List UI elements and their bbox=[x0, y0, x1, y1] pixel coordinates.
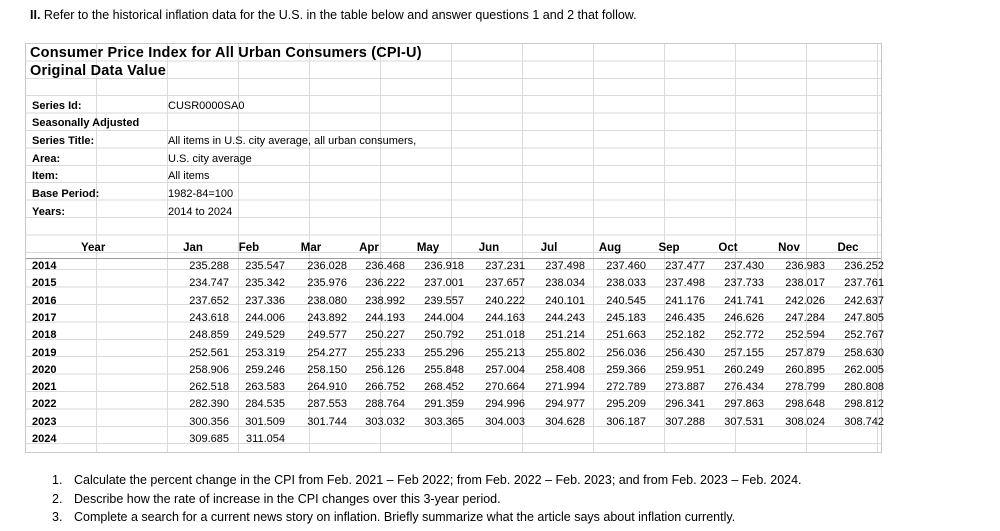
cpi-value-cell: 284.535 bbox=[245, 398, 285, 411]
year-cell: 2023 bbox=[32, 415, 57, 428]
cpi-value-cell: 296.341 bbox=[665, 398, 705, 411]
cpi-value-cell: 244.006 bbox=[245, 311, 285, 324]
cpi-value-cell: 307.288 bbox=[665, 415, 705, 428]
question-item: 1. Calculate the percent change in the CPI from Feb. 2021 – Feb 2022; from Feb. 2022 – Feb. 2023; and from Feb. 2023 – Feb. 2024. bbox=[52, 473, 802, 487]
cpi-value-cell: 237.001 bbox=[424, 277, 464, 290]
cpi-value-cell: 301.744 bbox=[307, 415, 347, 428]
cpi-value-cell: 308.742 bbox=[844, 415, 884, 428]
header-divider bbox=[26, 258, 881, 259]
cpi-value-cell: 247.805 bbox=[844, 311, 884, 324]
cpi-value-cell: 235.342 bbox=[245, 277, 285, 290]
cpi-value-cell: 282.390 bbox=[189, 398, 229, 411]
cpi-value-cell: 236.983 bbox=[785, 260, 825, 272]
cpi-value-cell: 308.024 bbox=[785, 415, 825, 428]
cpi-value-cell: 252.594 bbox=[785, 329, 825, 342]
cpi-value-cell: 257.155 bbox=[724, 346, 764, 359]
month-column-header: Dec bbox=[837, 242, 859, 254]
year-cell: 2022 bbox=[32, 398, 57, 411]
cpi-value-cell: 306.187 bbox=[606, 415, 646, 428]
year-cell: 2021 bbox=[32, 381, 57, 394]
cpi-value-cell: 257.879 bbox=[785, 346, 825, 359]
year-column-header: Year bbox=[81, 242, 106, 254]
cpi-value-cell: 240.101 bbox=[545, 294, 585, 307]
cpi-value-cell: 244.243 bbox=[545, 311, 585, 324]
cpi-value-cell: 273.887 bbox=[665, 381, 705, 394]
year-cell: 2020 bbox=[32, 363, 57, 376]
cpi-value-cell: 258.630 bbox=[844, 346, 884, 359]
month-column-header: Apr bbox=[359, 242, 379, 254]
cpi-value-cell: 246.626 bbox=[724, 311, 764, 324]
cpi-value-cell: 242.637 bbox=[844, 294, 884, 307]
cpi-value-cell: 235.976 bbox=[307, 277, 347, 290]
cpi-value-cell: 288.764 bbox=[365, 398, 405, 411]
cpi-value-cell: 237.498 bbox=[665, 277, 705, 290]
section-number: II. bbox=[30, 8, 41, 22]
cpi-value-cell: 259.246 bbox=[245, 363, 285, 376]
month-column-header: Jan bbox=[183, 242, 203, 254]
cpi-value-cell: 287.553 bbox=[307, 398, 347, 411]
cpi-value-cell: 243.892 bbox=[307, 311, 347, 324]
cpi-value-cell: 251.663 bbox=[606, 329, 646, 342]
cpi-value-cell: 256.126 bbox=[365, 363, 405, 376]
metadata-value: U.S. city average bbox=[168, 153, 252, 165]
cpi-value-cell: 237.336 bbox=[245, 294, 285, 307]
cpi-value-cell: 237.652 bbox=[189, 294, 229, 307]
instructions-text: Refer to the historical inflation data for the U.S. in the table below and answer questions 1 and 2 that follow. bbox=[40, 8, 637, 22]
cpi-value-cell: 278.799 bbox=[785, 381, 825, 394]
cpi-value-cell: 304.003 bbox=[485, 415, 525, 428]
cpi-value-cell: 237.430 bbox=[724, 260, 764, 272]
cpi-value-cell: 249.577 bbox=[307, 329, 347, 342]
cpi-value-cell: 252.561 bbox=[189, 346, 229, 359]
cpi-value-cell: 255.213 bbox=[485, 346, 525, 359]
cpi-value-cell: 271.994 bbox=[545, 381, 585, 394]
cpi-value-cell: 309.685 bbox=[189, 433, 229, 445]
cpi-value-cell: 234.747 bbox=[189, 277, 229, 290]
cpi-value-cell: 255.848 bbox=[424, 363, 464, 376]
question-item: 3. Complete a search for a current news story on inflation. Briefly summarize what the article says about inflation currently. bbox=[52, 510, 736, 524]
cpi-value-cell: 255.296 bbox=[424, 346, 464, 359]
cpi-value-cell: 295.209 bbox=[606, 398, 646, 411]
cpi-value-cell: 252.772 bbox=[724, 329, 764, 342]
cpi-value-cell: 237.761 bbox=[844, 277, 884, 290]
cpi-value-cell: 301.509 bbox=[245, 415, 285, 428]
cpi-value-cell: 237.498 bbox=[545, 260, 585, 272]
question-list bbox=[52, 473, 802, 529]
month-column-header: Mar bbox=[300, 242, 322, 254]
cpi-value-cell: 250.227 bbox=[365, 329, 405, 342]
cpi-value-cell: 251.018 bbox=[485, 329, 525, 342]
cpi-value-cell: 258.408 bbox=[545, 363, 585, 376]
cpi-value-cell: 259.951 bbox=[665, 363, 705, 376]
cpi-value-cell: 252.182 bbox=[665, 329, 705, 342]
cpi-value-cell: 300.356 bbox=[189, 415, 229, 428]
metadata-label: Series Title: bbox=[32, 135, 95, 147]
cpi-value-cell: 238.992 bbox=[365, 294, 405, 307]
metadata-label: Seasonally Adjusted bbox=[32, 117, 140, 129]
cpi-spreadsheet bbox=[25, 43, 882, 453]
cpi-value-cell: 253.319 bbox=[245, 346, 285, 359]
cpi-value-cell: 237.733 bbox=[724, 277, 764, 290]
cpi-value-cell: 276.434 bbox=[724, 381, 764, 394]
cpi-value-cell: 237.657 bbox=[485, 277, 525, 290]
cpi-value-cell: 259.366 bbox=[606, 363, 646, 376]
cpi-value-cell: 297.863 bbox=[724, 398, 764, 411]
cpi-value-cell: 260.249 bbox=[724, 363, 764, 376]
year-cell: 2019 bbox=[32, 346, 57, 359]
month-column-header: Jun bbox=[478, 242, 500, 254]
cpi-value-cell: 240.222 bbox=[485, 294, 525, 307]
cpi-value-cell: 235.547 bbox=[245, 260, 285, 272]
cpi-value-cell: 244.193 bbox=[365, 311, 405, 324]
cpi-value-cell: 243.618 bbox=[189, 311, 229, 324]
cpi-value-cell: 298.648 bbox=[785, 398, 825, 411]
question-item: 2. Describe how the rate of increase in the CPI changes over this 3-year period. bbox=[52, 491, 501, 506]
cpi-value-cell: 236.222 bbox=[365, 277, 405, 290]
month-column-header: Feb bbox=[238, 242, 260, 254]
cpi-value-cell: 246.435 bbox=[665, 311, 705, 324]
table-title: Consumer Price Index for All Urban Consumers (CPI-U) bbox=[30, 45, 422, 61]
metadata-label: Series Id: bbox=[32, 100, 82, 112]
cpi-value-cell: 248.859 bbox=[189, 329, 229, 342]
metadata-value: 1982-84=100 bbox=[168, 188, 234, 200]
cpi-value-cell: 262.005 bbox=[844, 363, 884, 376]
cpi-value-cell: 260.895 bbox=[785, 363, 825, 376]
metadata-label: Area: bbox=[32, 153, 61, 165]
year-cell: 2017 bbox=[32, 311, 57, 324]
cpi-value-cell: 242.026 bbox=[785, 294, 825, 307]
table-subtitle: Original Data Value bbox=[30, 63, 166, 79]
year-cell: 2024 bbox=[32, 433, 57, 445]
metadata-label: Years: bbox=[32, 206, 66, 218]
cpi-value-cell: 256.036 bbox=[606, 346, 646, 359]
cpi-value-cell: 255.233 bbox=[365, 346, 405, 359]
cpi-value-cell: 239.557 bbox=[424, 294, 464, 307]
month-column-header: Oct bbox=[718, 242, 738, 254]
year-cell: 2016 bbox=[32, 294, 57, 307]
cpi-value-cell: 303.365 bbox=[424, 415, 464, 428]
cpi-value-cell: 238.033 bbox=[606, 277, 646, 290]
cpi-value-cell: 298.812 bbox=[844, 398, 884, 411]
metadata-value: CUSR0000SA0 bbox=[168, 100, 245, 112]
cpi-value-cell: 238.017 bbox=[785, 277, 825, 290]
month-column-header: Nov bbox=[778, 242, 800, 254]
metadata-label: Item: bbox=[32, 170, 59, 182]
cpi-value-cell: 236.028 bbox=[307, 260, 347, 272]
cpi-value-cell: 280.808 bbox=[844, 381, 884, 394]
instructions-heading bbox=[30, 8, 637, 22]
metadata-label: Base Period: bbox=[32, 188, 100, 200]
cpi-value-cell: 241.741 bbox=[724, 294, 764, 307]
metadata-value: 2014 to 2024 bbox=[168, 206, 233, 218]
cpi-value-cell: 264.910 bbox=[307, 381, 347, 394]
cpi-value-cell: 236.468 bbox=[365, 260, 405, 272]
cpi-value-cell: 272.789 bbox=[606, 381, 646, 394]
cpi-value-cell: 249.529 bbox=[245, 329, 285, 342]
cpi-value-cell: 244.163 bbox=[485, 311, 525, 324]
cpi-value-cell: 262.518 bbox=[189, 381, 229, 394]
cpi-value-cell: 304.628 bbox=[545, 415, 585, 428]
cpi-value-cell: 244.004 bbox=[424, 311, 464, 324]
cpi-value-cell: 291.359 bbox=[424, 398, 464, 411]
cpi-value-cell: 236.252 bbox=[844, 260, 884, 272]
cpi-value-cell: 237.477 bbox=[665, 260, 705, 272]
cpi-value-cell: 251.214 bbox=[545, 329, 585, 342]
year-cell: 2018 bbox=[32, 329, 57, 342]
month-column-header: Sep bbox=[658, 242, 680, 254]
cpi-value-cell: 311.054 bbox=[246, 433, 285, 445]
cpi-value-cell: 252.767 bbox=[844, 329, 884, 342]
cpi-value-cell: 245.183 bbox=[606, 311, 646, 324]
cpi-value-cell: 238.080 bbox=[307, 294, 347, 307]
cpi-value-cell: 254.277 bbox=[307, 346, 347, 359]
metadata-value: All items in U.S. city average, all urban consumers, bbox=[168, 135, 417, 147]
cpi-value-cell: 240.545 bbox=[606, 294, 646, 307]
cpi-value-cell: 255.802 bbox=[545, 346, 585, 359]
cpi-value-cell: 250.792 bbox=[424, 329, 464, 342]
year-cell: 2015 bbox=[32, 277, 57, 290]
month-column-header: Jul bbox=[540, 242, 558, 254]
cpi-value-cell: 235.288 bbox=[189, 260, 229, 272]
cpi-value-cell: 307.531 bbox=[724, 415, 764, 428]
cpi-value-cell: 266.752 bbox=[365, 381, 405, 394]
cpi-value-cell: 258.150 bbox=[307, 363, 347, 376]
cpi-value-cell: 256.430 bbox=[665, 346, 705, 359]
metadata-value: All items bbox=[168, 170, 210, 182]
cpi-value-cell: 247.284 bbox=[785, 311, 825, 324]
cpi-value-cell: 237.231 bbox=[485, 260, 525, 272]
cpi-value-cell: 241.176 bbox=[665, 294, 705, 307]
cpi-value-cell: 303.032 bbox=[365, 415, 405, 428]
cpi-value-cell: 270.664 bbox=[485, 381, 525, 394]
cpi-value-cell: 236.918 bbox=[424, 260, 464, 272]
cpi-value-cell: 258.906 bbox=[189, 363, 229, 376]
cpi-value-cell: 238.034 bbox=[545, 277, 585, 290]
cpi-value-cell: 257.004 bbox=[485, 363, 525, 376]
cpi-value-cell: 294.977 bbox=[545, 398, 585, 411]
month-column-header: May bbox=[416, 242, 440, 254]
cpi-value-cell: 294.996 bbox=[485, 398, 525, 411]
cpi-value-cell: 237.460 bbox=[606, 260, 646, 272]
month-column-header: Aug bbox=[598, 242, 622, 254]
spreadsheet-content bbox=[26, 44, 884, 452]
cpi-value-cell: 268.452 bbox=[424, 381, 464, 394]
cpi-value-cell: 263.583 bbox=[245, 381, 285, 394]
year-cell: 2014 bbox=[32, 260, 57, 272]
